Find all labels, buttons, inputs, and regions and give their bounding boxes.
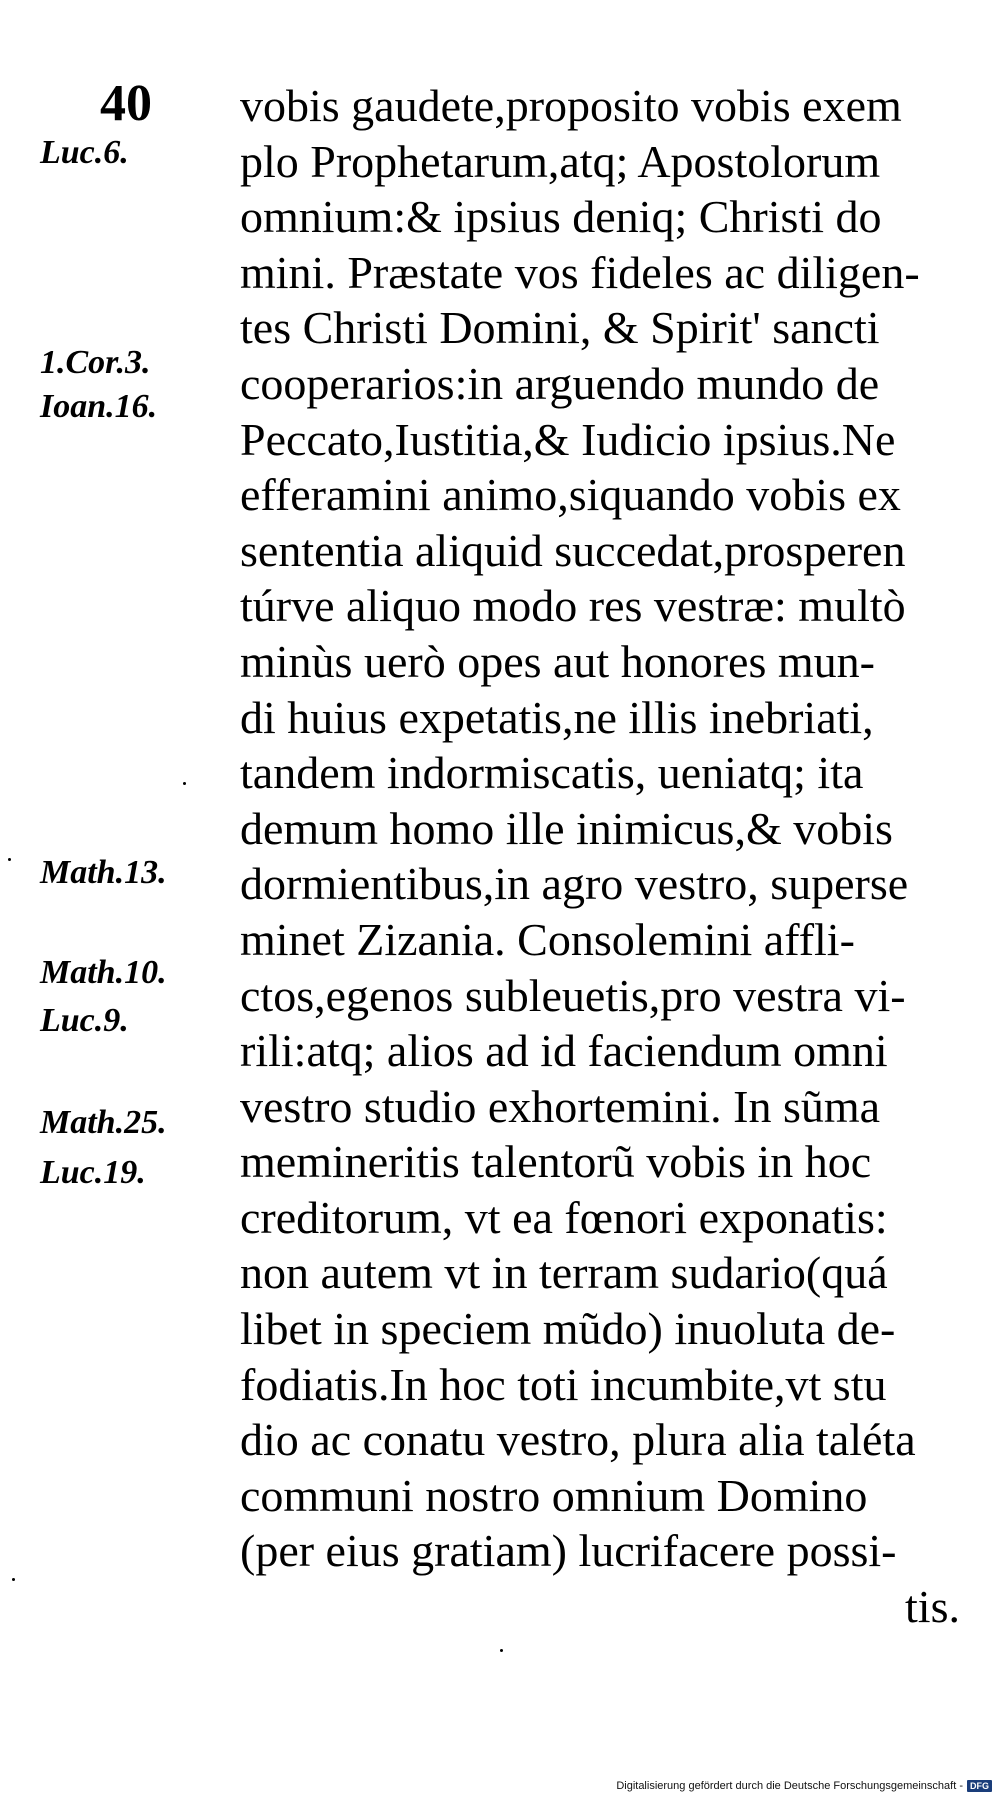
text-line: minet Zizania. Consolemini affli- bbox=[240, 913, 855, 965]
margin-note-1-cor-3: 1.Cor.3. bbox=[40, 344, 151, 381]
ink-speck bbox=[500, 1649, 503, 1652]
margin-note-luc-19: Luc.19. bbox=[40, 1154, 146, 1191]
text-line: túrve aliquo modo res vestræ: multò bbox=[240, 580, 906, 632]
text-line: omnium:& ipsius deniq; Christi do bbox=[240, 191, 882, 243]
text-line: ctos,egenos subleuetis,pro vestra vi- bbox=[240, 969, 906, 1021]
margin-note-math-10: Math.10. bbox=[40, 954, 167, 991]
margin-note-luc-9: Luc.9. bbox=[40, 1002, 129, 1039]
digitization-footer bbox=[616, 1780, 992, 1792]
text-line: di huius expetatis,ne illis inebriati, bbox=[240, 691, 874, 743]
ink-speck bbox=[8, 858, 11, 861]
text-line: cooperarios:in arguendo mundo de bbox=[240, 357, 880, 409]
margin-note-ioan-16: Ioan.16. bbox=[40, 388, 158, 425]
text-line: vestro studio exhortemini. In sũma bbox=[240, 1080, 881, 1132]
text-line: dio ac conatu vestro, plura alia taléta bbox=[240, 1414, 916, 1466]
text-line: rili:atq; alios ad id faciendum omni bbox=[240, 1025, 888, 1077]
text-line: sententia aliquid succedat,prosperen bbox=[240, 524, 906, 576]
margin-note-math-25: Math.25. bbox=[40, 1104, 167, 1141]
text-line: mini. Præstate vos fideles ac diligen- bbox=[240, 246, 920, 298]
text-line: demum homo ille inimicus,& vobis bbox=[240, 802, 893, 854]
text-line: dormientibus,in agro vestro, superse bbox=[240, 858, 909, 910]
text-line: tandem indormiscatis, ueniatq; ita bbox=[240, 747, 864, 799]
text-line: fodiatis.In hoc toti incumbite,vt stu bbox=[240, 1358, 887, 1410]
margin-note-math-13: Math.13. bbox=[40, 854, 167, 891]
text-line-catchword: tis. bbox=[905, 1581, 960, 1633]
text-line: non autem vt in terram sudario(quá bbox=[240, 1247, 888, 1299]
text-line: libet in speciem mũdo) inuoluta de- bbox=[240, 1303, 896, 1355]
dfg-logo: DFG bbox=[967, 1780, 992, 1792]
page-number: 40 bbox=[100, 75, 152, 132]
text-line: (per eius gratiam) lucrifacere possi- bbox=[240, 1525, 897, 1577]
text-line: creditorum, vt ea fœnori exponatis: bbox=[240, 1191, 888, 1243]
margin-note-luc-6: Luc.6. bbox=[40, 134, 129, 171]
text-line: tes Christi Domini, & Spirit' sancti bbox=[240, 302, 880, 354]
text-line: memineritis talentorũ vobis in hoc bbox=[240, 1136, 872, 1188]
text-line: vobis gaudete,proposito vobis exem bbox=[240, 80, 902, 131]
text-line: plo Prophetarum,atq; Apostolorum bbox=[240, 135, 881, 187]
text-line: Peccato,Iustitia,& Iudicio ipsius.Ne bbox=[240, 413, 896, 465]
ink-speck bbox=[183, 782, 186, 785]
text-line: minùs uerò opes aut honores mun- bbox=[240, 635, 875, 687]
footer-text: Digitalisierung gefördert durch die Deutsche Forschungsgemeinschaft - bbox=[616, 1780, 963, 1792]
ink-speck bbox=[12, 1578, 15, 1581]
body-text bbox=[240, 78, 980, 1635]
text-line: communi nostro omnium Domino bbox=[240, 1469, 868, 1521]
text-line: efferamini animo,siquando vobis ex bbox=[240, 469, 901, 521]
